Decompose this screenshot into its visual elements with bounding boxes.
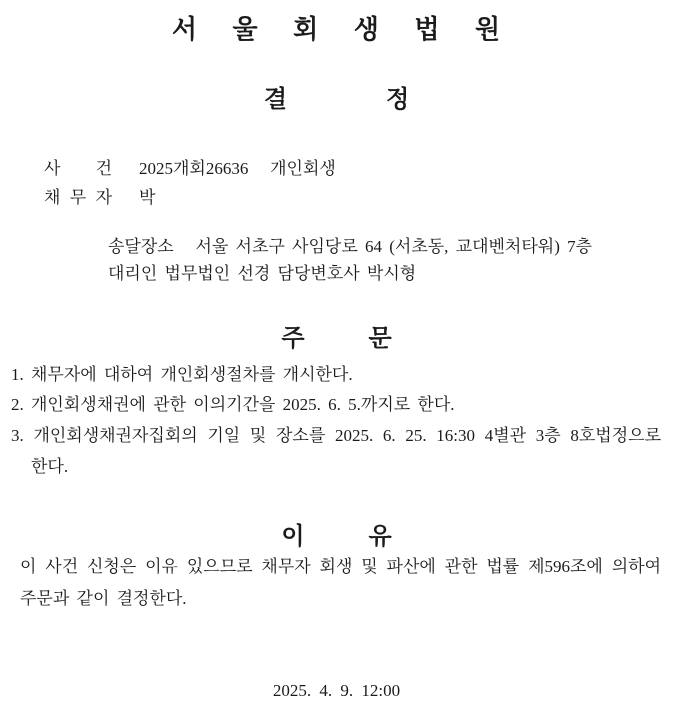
order-item-3-continued: 한다. (31, 457, 69, 476)
order-item-3: 3. 개인회생채권자집회의 기일 및 장소를 2025. 6. 25. 16:30 4별관 3층 8호법정으로 (11, 426, 661, 445)
order-item-1: 1. 채무자에 대하여 개인회생절차를 개시한다. (11, 365, 353, 384)
case-number-value: 2025개회26636 개인회생 (139, 159, 336, 179)
order-section-heading: 주 문 (281, 326, 392, 352)
debtor-label: 채 무 자 (44, 188, 112, 208)
reason-text-line-1: 이 사건 신청은 이유 있으므로 채무자 회생 및 파산에 관한 법률 제596조에 의하여 (20, 557, 661, 576)
court-name: 서 울 회 생 법 원 (171, 15, 502, 44)
reason-section-heading: 이 유 (281, 524, 392, 550)
case-label: 사 건 (44, 159, 112, 179)
debtor-name-value: 박 (139, 188, 156, 208)
reason-text-line-2: 주문과 같이 결정한다. (20, 589, 187, 608)
attorney-line: 대리인 법무법인 선경 담당변호사 박시형 (108, 264, 417, 283)
debtor-row (15, 168, 155, 229)
decision-datetime: 2025. 4. 9. 12:00 (272, 681, 401, 700)
document-title: 결 정 (263, 87, 410, 113)
order-item-2: 2. 개인회생채권에 관한 이의기간을 2025. 6. 5.까지로 한다. (11, 395, 455, 414)
service-address-line: 송달장소 서울 서초구 사임당로 64 (서초동, 교대벤처타워) 7층 (108, 237, 593, 256)
